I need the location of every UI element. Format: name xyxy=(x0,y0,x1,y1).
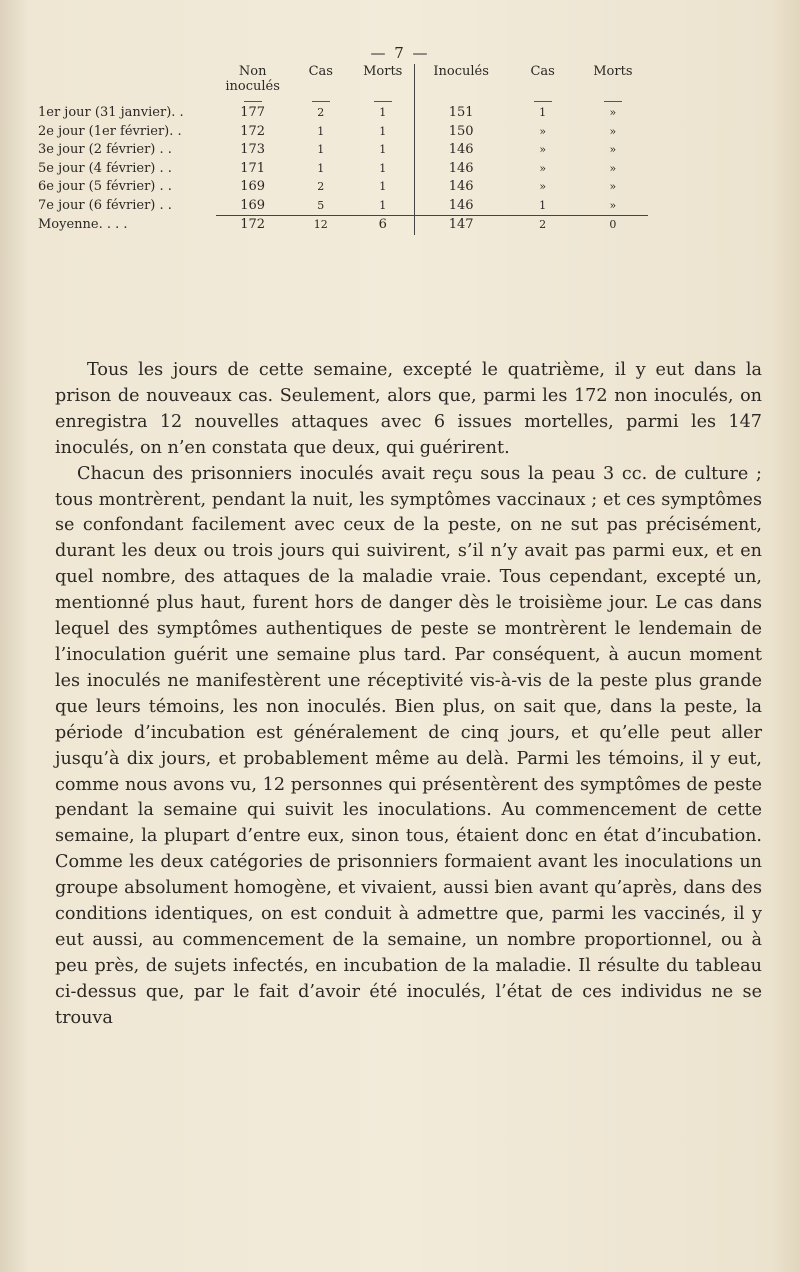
cell-cas: 1 xyxy=(317,124,325,138)
cell-non-inocules: 173 xyxy=(240,142,266,157)
avg-morts: 6 xyxy=(352,216,414,235)
cell-inocules: 146 xyxy=(414,178,507,197)
cell-inocules: 146 xyxy=(414,197,507,216)
cell-morts: » xyxy=(609,124,617,138)
row-label-average: Moyenne. . . . xyxy=(38,216,128,232)
table-row xyxy=(38,178,648,197)
cell-non-inocules: 177 xyxy=(240,105,266,120)
avg-morts: 0 xyxy=(578,216,648,235)
cell-morts: 1 xyxy=(379,106,387,119)
cell-cas: 1 xyxy=(317,161,325,175)
table-row-average xyxy=(38,216,648,235)
cell-non-inocules: 169 xyxy=(240,197,266,213)
paragraph: Tous les jours de cette semaine, excepté le quatrième, il y eut dans la prison de nouveaux cas. Seulement, alors que, parmi les 172 non inoculés, on enregistra 12 nouvelles attaques avec 6 issues mortelles, parmi les 147 inoculés, on n’en constata que deux, qui guérirent. xyxy=(55,360,762,458)
row-label: 1er jour (31 janvier). . xyxy=(38,105,184,120)
statistics-table xyxy=(38,64,648,235)
avg-inocules: 147 xyxy=(414,216,507,235)
cell-non-inocules: 169 xyxy=(240,179,266,194)
avg-cas: 12 xyxy=(290,216,352,235)
cell-cas: » xyxy=(539,161,547,175)
cell-inocules: 150 xyxy=(414,123,507,142)
body-text xyxy=(55,358,762,1032)
cell-cas: 2 xyxy=(317,106,325,119)
header-non-inocules: Non inoculés xyxy=(216,64,290,104)
cell-inocules: 146 xyxy=(414,160,507,179)
table-row xyxy=(38,104,648,123)
row-label: 3e jour (2 février) . . xyxy=(38,142,172,157)
paragraph: Chacun des prisonniers inoculés avait reçu sous la peau 3 cc. de culture ; tous montrèrent, pendant la nuit, les symptômes vaccinaux ; et ces symptômes se confondant facilement avec ceux de la peste, on ne sut pas précisément, durant les deux ou trois jours qui suivirent, s’il n’y avait pas parmi eux, et en quel nombre, des attaques de la maladie vraie. Tous cependant, excepté un, mentionné plus haut, furent hors de danger dès le troisième jour. Le cas dans lequel des symptômes authentiques de peste se montrèrent le lendemain de l’inoculation guérit une semaine plus tard. Par conséquent, à aucun moment les inoculés ne manifestèrent une réceptivité vis-à-vis de la peste plus grande que leurs témoins, les non inoculés. Bien plus, on sait que, dans la peste, la période d’incubation est généralement de cinq jours, et qu’elle peut aller jusqu’à dix jours, et probablement même au delà. Parmi les témoins, il y eut, comme nous avons vu, 12 personnes qui présentèrent des symptômes de peste pendant la semaine qui suivit les inoculations. Au commencement de cette semaine, la plupart d’entre eux, sinon tous, étaient donc en état d’incubation. Comme les deux catégories de prisonniers formaient avant les inoculations un groupe absolument homogène, et vivaient, aussi bien avant qu’après, dans des conditions identiques, on est conduit à admettre que, parmi les vaccinés, il y eut aussi, au commencement de la semaine, un nombre proportionnel, ou à peu près, de sujets infectés, en incubation de la maladie. Il résulte du tableau ci-dessus que, par le fait d’avoir été inoculés, l’état de ces individus ne se trouva xyxy=(55,463,762,1028)
cell-cas: 2 xyxy=(317,180,325,193)
cell-morts: 1 xyxy=(379,124,387,138)
cell-non-inocules: 171 xyxy=(240,160,266,176)
row-label: 5e jour (4 février) . . xyxy=(38,160,172,176)
row-label: 6e jour (5 février) . . xyxy=(38,179,172,194)
cell-cas: 1 xyxy=(317,143,325,156)
header-cas-2: Cas xyxy=(508,64,578,104)
header-label-empty xyxy=(38,64,216,104)
table-row xyxy=(38,123,648,142)
cell-cas: 1 xyxy=(539,198,547,212)
table-row xyxy=(38,141,648,160)
header-inocules: Inoculés xyxy=(414,64,507,104)
cell-morts: » xyxy=(609,198,617,212)
avg-cas: 2 xyxy=(508,216,578,235)
table-row xyxy=(38,197,648,216)
cell-inocules: 146 xyxy=(414,141,507,160)
cell-cas: » xyxy=(539,180,547,193)
header-morts-1: Morts xyxy=(352,64,414,104)
cell-cas: » xyxy=(539,143,547,156)
cell-morts: 1 xyxy=(379,198,387,212)
cell-non-inocules: 172 xyxy=(240,123,266,139)
row-label: 2e jour (1er février). . xyxy=(38,123,182,139)
cell-morts: » xyxy=(609,180,617,193)
cell-cas: 1 xyxy=(539,106,547,119)
cell-cas: » xyxy=(539,124,547,138)
cell-morts: 1 xyxy=(379,161,387,175)
cell-inocules: 151 xyxy=(414,104,507,123)
header-cas-1: Cas xyxy=(290,64,352,104)
table-header-row xyxy=(38,64,648,104)
cell-morts: 1 xyxy=(379,143,387,156)
avg-non-inocules: 172 xyxy=(216,216,290,235)
table-row xyxy=(38,160,648,179)
cell-morts: 1 xyxy=(379,180,387,193)
cell-morts: » xyxy=(609,161,617,175)
cell-morts: » xyxy=(609,106,617,119)
cell-cas: 5 xyxy=(317,198,325,212)
cell-morts: » xyxy=(609,143,617,156)
header-morts-2: Morts xyxy=(578,64,648,104)
row-label: 7e jour (6 février) . . xyxy=(38,197,172,213)
page-number: — 7 — xyxy=(370,44,430,62)
